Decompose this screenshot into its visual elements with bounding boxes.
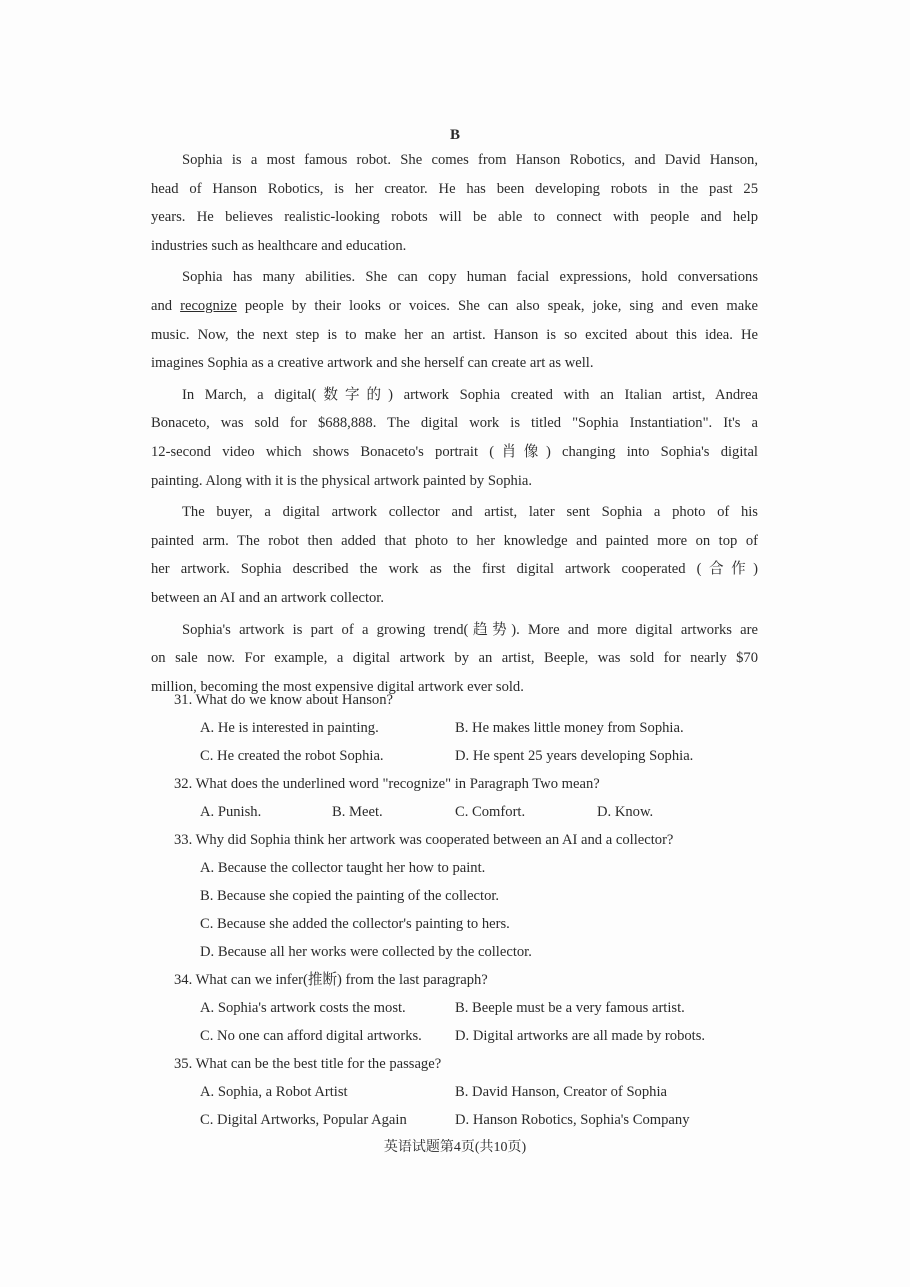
option-row <box>174 854 754 882</box>
answer-option: D. Because all her works were collected by the collector. <box>200 944 532 960</box>
question-stem: 32. What does the underlined word "recognize" in Paragraph Two mean? <box>174 776 600 792</box>
section-title: B <box>449 127 460 143</box>
question <box>174 826 754 966</box>
option-row <box>174 910 754 938</box>
passage-line: painting. Along with it is the physical artwork painted by Sophia. <box>151 472 533 489</box>
question <box>174 966 754 1050</box>
option-row <box>174 882 754 910</box>
question-stem: 33. Why did Sophia think her artwork was cooperated between an AI and a collector? <box>174 832 674 848</box>
question <box>174 1050 754 1134</box>
option-row <box>174 994 754 1022</box>
passage-line: Sophia is a most famous robot. She comes from Hanson Robotics, and David Hanson, <box>182 152 758 168</box>
answer-option: C. No one can afford digital artworks. <box>200 1028 422 1044</box>
question-stem: 34. What can we infer(推断) from the last paragraph? <box>174 972 488 988</box>
option-row <box>174 938 754 966</box>
paragraph <box>151 381 758 495</box>
option-row <box>174 1022 754 1050</box>
answer-option: A. Punish. <box>200 804 262 820</box>
paragraph <box>151 146 758 260</box>
answer-option: D. Hanson Robotics, Sophia's Company <box>455 1112 690 1128</box>
passage-line: years. He believes realistic-looking robots will be able to connect with people and help <box>151 209 758 226</box>
question <box>174 770 754 826</box>
passage-line: head of Hanson Robotics, is her creator. He has been developing robots in the past 25 <box>151 180 758 197</box>
question-list <box>174 686 754 1134</box>
passage-line: music. Now, the next step is to make her an artist. Hanson is so excited about this idea. He <box>151 326 758 343</box>
paragraph <box>151 263 758 377</box>
answer-option: A. He is interested in painting. <box>200 720 379 736</box>
passage-line: 12-second video which shows Bonaceto's portrait (肖像) changing into Sophia's digital <box>151 443 758 460</box>
passage-line <box>151 292 758 321</box>
option-row <box>174 714 754 742</box>
answer-option: A. Sophia's artwork costs the most. <box>200 1000 406 1016</box>
option-row <box>174 1106 754 1134</box>
passage-line: industries such as healthcare and education. <box>151 237 407 254</box>
option-row <box>174 1078 754 1106</box>
passage-line: Bonaceto, was sold for $688,888. The digital work is titled "Sophia Instantiation". It's a <box>151 415 758 432</box>
answer-option: D. He spent 25 years developing Sophia. <box>455 748 694 764</box>
answer-option: D. Know. <box>597 804 654 820</box>
option-row <box>174 742 754 770</box>
passage-line: million, becoming the most expensive digital artwork ever sold. <box>151 678 524 695</box>
question-stem: 31. What do we know about Hanson? <box>174 692 393 708</box>
question <box>174 686 754 770</box>
option-row <box>174 798 754 826</box>
answer-option: D. Digital artworks are all made by robots. <box>455 1028 706 1044</box>
answer-option: A. Because the collector taught her how to paint. <box>200 860 486 876</box>
passage-line: on sale now. For example, a digital artwork by an artist, Beeple, was sold for nearly $70 <box>151 650 758 667</box>
passage-line: Sophia has many abilities. She can copy human facial expressions, hold conversations <box>182 269 758 286</box>
page-footer: 英语试题第4页(共10页) <box>383 1140 527 1155</box>
answer-option: B. He makes little money from Sophia. <box>455 720 684 736</box>
passage-line: between an AI and an artwork collector. <box>151 589 385 606</box>
answer-option: C. Because she added the collector's painting to hers. <box>200 916 510 932</box>
passage-line: Sophia's artwork is part of a growing trend(趋势). More and more digital artworks are <box>182 621 758 638</box>
text-segment: people by their looks or voices. She can also speak, joke, sing and even make <box>236 297 758 314</box>
answer-option: B. Because she copied the painting of the collector. <box>200 888 500 904</box>
passage-line: her artwork. Sophia described the work as the first digital artwork cooperated (合作) <box>151 561 758 578</box>
passage-line: In March, a digital(数字的) artwork Sophia created with an Italian artist, Andrea <box>182 386 758 403</box>
text-segment: and <box>151 297 181 314</box>
passage-line: painted arm. The robot then added that photo to her knowledge and painted more on top of <box>151 532 758 549</box>
question-stem: 35. What can be the best title for the passage? <box>174 1056 442 1072</box>
answer-option: C. Comfort. <box>455 804 526 820</box>
underlined-word: recognize <box>180 297 237 314</box>
answer-option: A. Sophia, a Robot Artist <box>200 1084 348 1100</box>
passage-line: imagines Sophia as a creative artwork and she herself can create art as well. <box>151 355 594 372</box>
answer-option: C. He created the robot Sophia. <box>200 748 384 764</box>
passage-line: The buyer, a digital artwork collector and artist, later sent Sophia a photo of his <box>182 504 758 521</box>
answer-option: B. Meet. <box>332 804 383 820</box>
answer-option: B. David Hanson, Creator of Sophia <box>455 1084 667 1100</box>
reading-passage <box>151 146 758 704</box>
answer-option: B. Beeple must be a very famous artist. <box>455 1000 685 1016</box>
paragraph <box>151 498 758 612</box>
answer-option: C. Digital Artworks, Popular Again <box>200 1112 407 1128</box>
